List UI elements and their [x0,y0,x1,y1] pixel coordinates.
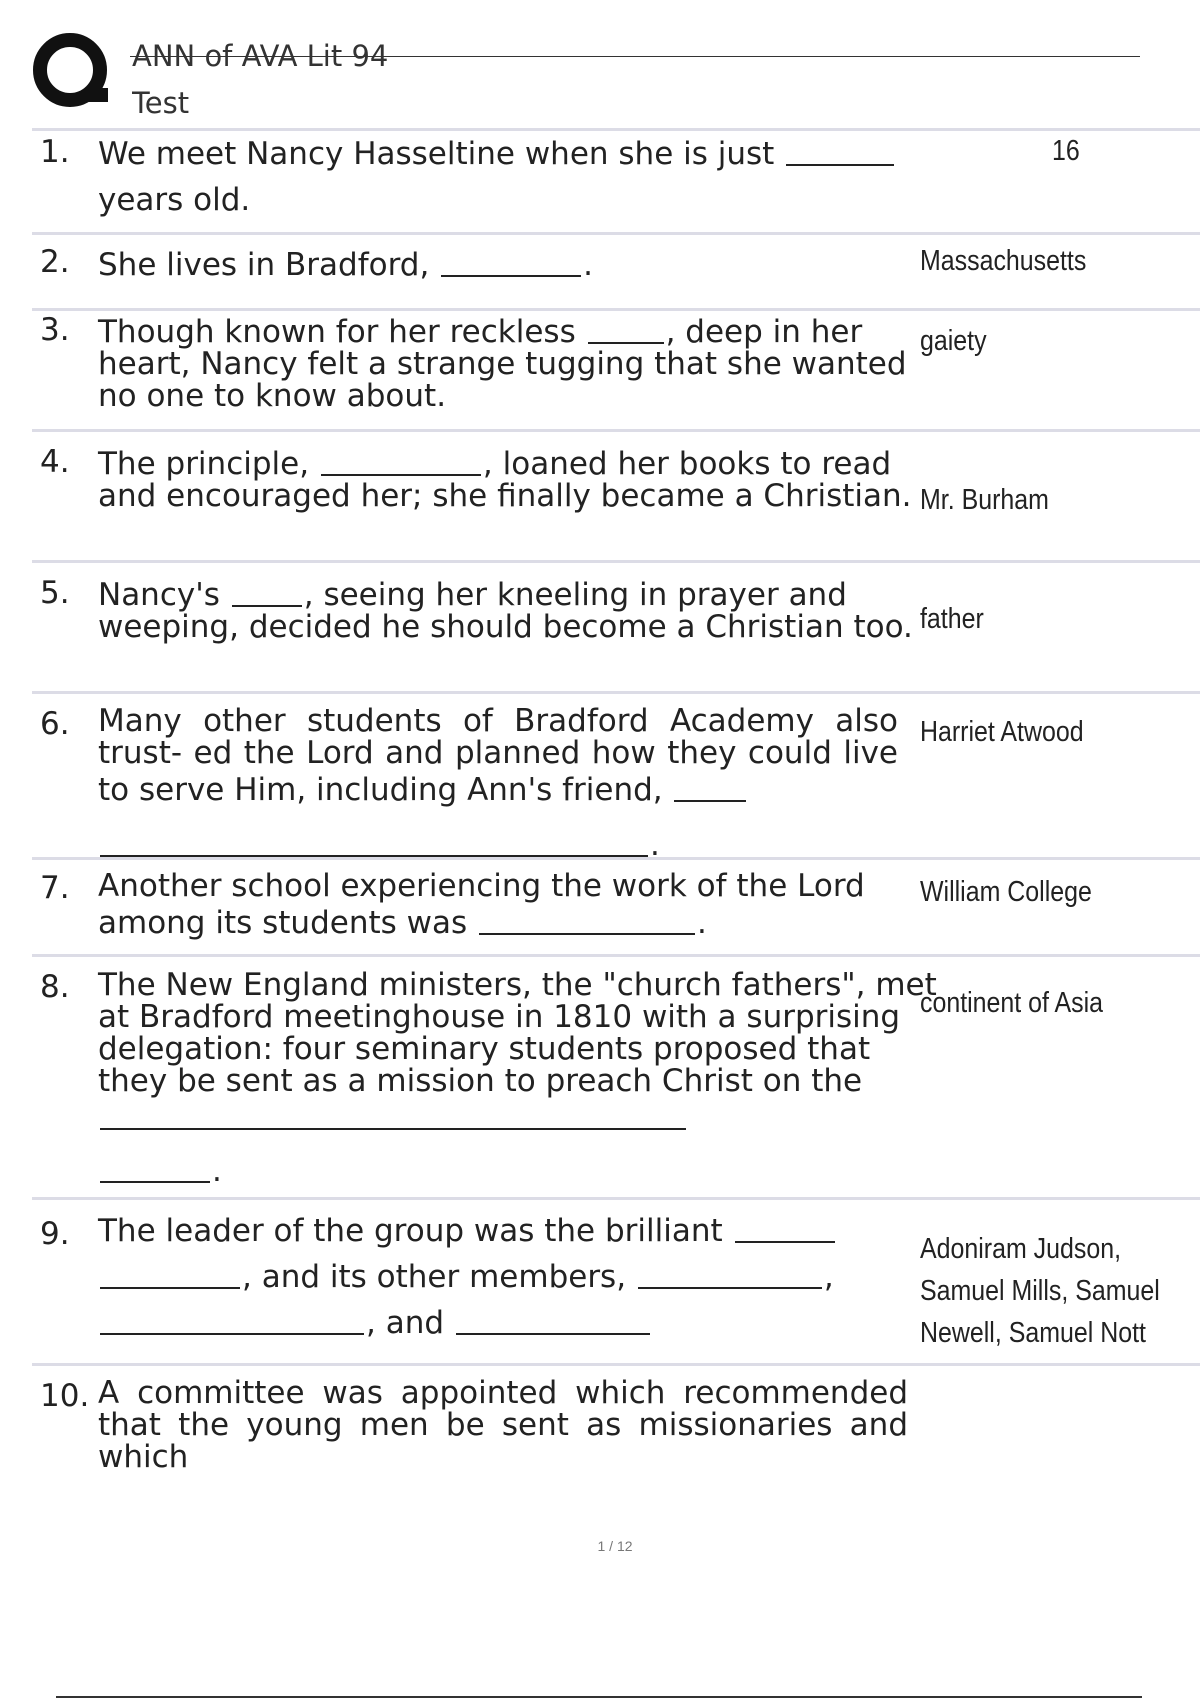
question-row [32,1197,1200,1363]
answer-blank[interactable] [674,769,746,802]
document-title: ANN of AVA Lit 94 [132,39,389,73]
question-text: The New England ministers, the "church fathers", met at Bradford meetinghouse in 1810 with a surprising delegation: four seminary students proposed that they be sent as a mission to preach Christ on the . [98,967,937,1189]
question-text: The principle, , loaned her books to read and encouraged her; she finally became a Christian. [98,443,938,512]
answer-blank[interactable] [588,311,664,344]
page-number: 1 / 12 [597,1538,633,1554]
question-row [32,128,1200,232]
answer-blank[interactable] [735,1210,835,1243]
question-row [32,232,1200,308]
answer-text: gaiety [920,325,987,357]
answer-text: father [920,603,984,635]
question-number: 6. [40,706,70,742]
question-number: 1. [40,134,70,170]
question-number: 3. [40,312,70,348]
question-text: Nancy's , seeing her kneeling in prayer and weeping, decided he should become a Christian too. [98,574,938,643]
answer-blank[interactable] [100,1302,364,1335]
question-number: 2. [40,244,70,280]
question-text: The leader of the group was the brilliant , and its other members, , , and [98,1208,938,1346]
question-row [32,429,1200,560]
answer-blank[interactable] [321,443,481,476]
question-number: 9. [40,1216,70,1252]
answer-text: William College [920,876,1092,908]
question-text: Though known for her reckless , deep in her heart, Nancy felt a strange tugging that she wanted no one to know about. [98,311,938,412]
answer-blank[interactable] [100,824,648,857]
answer-blank[interactable] [232,574,302,607]
bottom-divider [56,1696,1142,1698]
answer-blank[interactable] [100,1150,210,1183]
answer-blank[interactable] [100,1256,240,1289]
answer-blank[interactable] [638,1256,822,1289]
question-text: Many other students of Bradford Academy also trust- ed the Lord and planned how they could live to serve Him, including Ann's friend, . [98,703,898,863]
question-number: 8. [40,969,70,1005]
answer-text: Massachusetts [920,245,1087,277]
question-row [32,691,1200,863]
answer-text: Harriet Atwood [920,716,1084,748]
question-number: 4. [40,444,70,480]
answer-blank[interactable] [100,1097,686,1130]
question-text: We meet Nancy Hasseltine when she is just years old. [98,131,938,223]
document-subtitle: Test [132,86,190,116]
question-row [32,308,1200,429]
answer-text: Mr. Burham [920,484,1049,516]
answer-text: continent of Asia [920,987,1104,1019]
question-number: 5. [40,575,70,611]
question-list [32,128,1200,1503]
logo-icon [30,30,110,110]
question-text: She lives in Bradford, . [98,244,938,281]
question-number: 10. [40,1378,90,1414]
answer-blank[interactable] [441,244,581,277]
answer-blank[interactable] [456,1302,650,1335]
question-text: Another school experiencing the work of the Lord among its students was . [98,868,865,941]
question-row [32,857,1200,954]
question-text: A committee was appointed which recommended that the young men be sent as missionaries and which [98,1375,908,1475]
question-row [32,954,1200,1197]
question-row [32,560,1200,691]
answer-text: Adoniram Judson, Samuel Mills, Samuel Newell, Samuel Nott [920,1233,1160,1349]
answer-blank[interactable] [786,133,894,166]
answer-text: 16 [1052,135,1080,167]
question-row [32,1363,1200,1503]
question-number: 7. [40,870,70,906]
answer-blank[interactable] [479,902,695,935]
